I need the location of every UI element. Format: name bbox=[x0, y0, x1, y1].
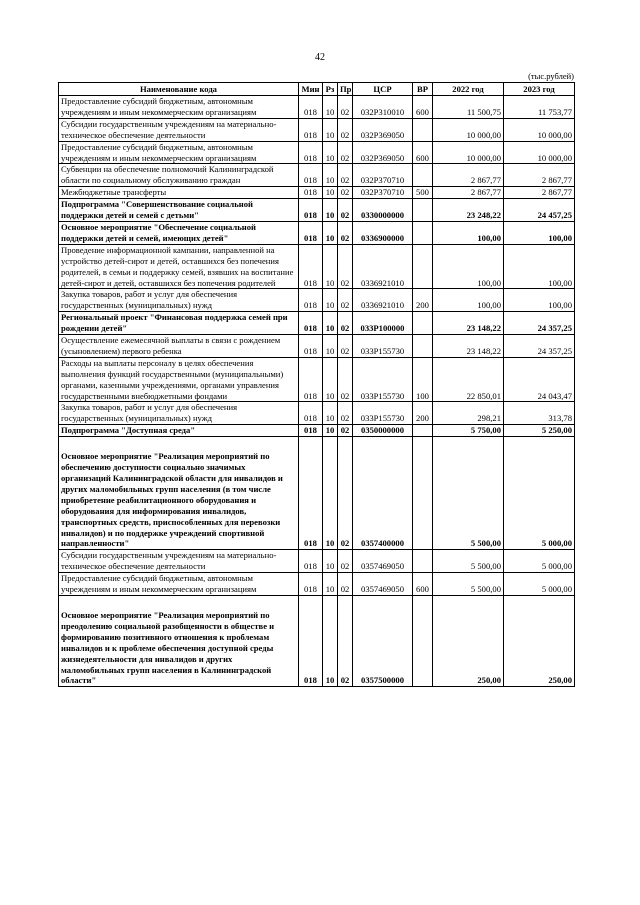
row-pr: 02 bbox=[338, 289, 353, 312]
row-amount-2022: 11 500,75 bbox=[433, 96, 504, 119]
row-amount-2023: 2 867,77 bbox=[504, 164, 575, 187]
row-csr: 0357469050 bbox=[353, 550, 413, 573]
row-name: Расходы на выплаты персоналу в целях обеспечения выполнения функций государственными (муниципальными) органами, казенными учреждениями, органами управления государственными внебюджетными фондами bbox=[59, 357, 299, 402]
row-vr: 600 bbox=[413, 96, 433, 119]
table-row bbox=[59, 402, 575, 425]
row-amount-2023: 5 000,00 bbox=[504, 573, 575, 596]
row-pr: 02 bbox=[338, 357, 353, 402]
header-2023: 2023 год bbox=[504, 83, 575, 96]
row-name: Межбюджетные трансферты bbox=[59, 187, 299, 199]
row-amount-2023: 5 000,00 bbox=[504, 550, 575, 573]
row-rz: 10 bbox=[323, 289, 338, 312]
header-2022: 2022 год bbox=[433, 83, 504, 96]
row-min: 018 bbox=[299, 96, 323, 119]
table-row bbox=[59, 141, 575, 164]
row-rz: 10 bbox=[323, 221, 338, 244]
row-pr: 02 bbox=[338, 118, 353, 141]
table-row bbox=[59, 289, 575, 312]
row-csr: 0336921010 bbox=[353, 289, 413, 312]
row-pr: 02 bbox=[338, 96, 353, 119]
table-row bbox=[59, 199, 575, 222]
row-rz: 10 bbox=[323, 164, 338, 187]
row-vr bbox=[413, 244, 433, 289]
table-row bbox=[59, 187, 575, 199]
row-min: 018 bbox=[299, 402, 323, 425]
row-csr: 0350000000 bbox=[353, 425, 413, 437]
row-name: Субсидии государственным учреждениям на материально-техническое обеспечение деятельности bbox=[59, 118, 299, 141]
row-vr: 600 bbox=[413, 141, 433, 164]
row-amount-2022: 23 148,22 bbox=[433, 335, 504, 358]
row-amount-2022: 100,00 bbox=[433, 221, 504, 244]
row-min: 018 bbox=[299, 550, 323, 573]
row-amount-2022: 2 867,77 bbox=[433, 187, 504, 199]
row-amount-2023: 24 457,25 bbox=[504, 199, 575, 222]
row-vr bbox=[413, 312, 433, 335]
row-min: 018 bbox=[299, 187, 323, 199]
row-rz: 10 bbox=[323, 357, 338, 402]
row-csr: 033P155730 bbox=[353, 335, 413, 358]
row-pr: 02 bbox=[338, 425, 353, 437]
row-name: Подпрограмма "Совершенствование социальной поддержки детей и семей с детьми" bbox=[59, 199, 299, 222]
row-name: Основное мероприятие "Обеспечение социальной поддержки детей и семей, имеющих детей" bbox=[59, 221, 299, 244]
row-rz: 10 bbox=[323, 425, 338, 437]
row-amount-2022: 2 867,77 bbox=[433, 164, 504, 187]
row-name: Подпрограмма "Доступная среда" bbox=[59, 425, 299, 437]
page-number: 42 bbox=[315, 52, 325, 63]
row-amount-2022: 298,21 bbox=[433, 402, 504, 425]
row-amount-2023: 10 000,00 bbox=[504, 118, 575, 141]
row-vr bbox=[413, 550, 433, 573]
row-rz: 10 bbox=[323, 402, 338, 425]
row-min: 018 bbox=[299, 221, 323, 244]
header-vr: ВР bbox=[413, 83, 433, 96]
row-amount-2022: 5 750,00 bbox=[433, 425, 504, 437]
row-csr: 032P370710 bbox=[353, 187, 413, 199]
row-csr: 0336921010 bbox=[353, 244, 413, 289]
row-pr: 02 bbox=[338, 244, 353, 289]
table-row bbox=[59, 244, 575, 289]
row-rz: 10 bbox=[323, 118, 338, 141]
row-amount-2023: 24 043,47 bbox=[504, 357, 575, 402]
row-rz: 10 bbox=[323, 335, 338, 358]
row-name: Основное мероприятие "Реализация мероприятий по обеспечению доступности социально значимых организаций Калининградской области для инвалидов и других маломобильных групп населения (в том числе приобретение реабилитационного оборудования и оборудования для информирования инвалидов, транспортных средств, приспособленных для перевозки инвалидов) и по поддержке учреждений спортивной направленности" bbox=[59, 437, 299, 550]
row-amount-2023: 100,00 bbox=[504, 244, 575, 289]
row-rz: 10 bbox=[323, 96, 338, 119]
row-pr: 02 bbox=[338, 573, 353, 596]
row-csr: 0357500000 bbox=[353, 595, 413, 686]
table-row bbox=[59, 425, 575, 437]
row-csr: 032P369050 bbox=[353, 118, 413, 141]
row-vr bbox=[413, 164, 433, 187]
row-min: 018 bbox=[299, 573, 323, 596]
row-min: 018 bbox=[299, 312, 323, 335]
table-row bbox=[59, 595, 575, 686]
row-amount-2022: 250,00 bbox=[433, 595, 504, 686]
row-amount-2023: 2 867,77 bbox=[504, 187, 575, 199]
table-row bbox=[59, 437, 575, 550]
row-name: Закупка товаров, работ и услуг для обеспечения государственных (муниципальных) нужд bbox=[59, 402, 299, 425]
row-rz: 10 bbox=[323, 573, 338, 596]
row-min: 018 bbox=[299, 437, 323, 550]
header-name: Наименование кода bbox=[59, 83, 299, 96]
row-min: 018 bbox=[299, 357, 323, 402]
row-vr bbox=[413, 437, 433, 550]
row-amount-2022: 22 850,01 bbox=[433, 357, 504, 402]
row-vr bbox=[413, 221, 433, 244]
row-csr: 0357400000 bbox=[353, 437, 413, 550]
row-pr: 02 bbox=[338, 221, 353, 244]
row-csr: 033P155730 bbox=[353, 357, 413, 402]
row-pr: 02 bbox=[338, 550, 353, 573]
row-name: Осуществление ежемесячной выплаты в связи с рождением (усыновлением) первого ребенка bbox=[59, 335, 299, 358]
row-vr bbox=[413, 335, 433, 358]
table-row bbox=[59, 312, 575, 335]
row-pr: 02 bbox=[338, 312, 353, 335]
row-amount-2022: 5 500,00 bbox=[433, 437, 504, 550]
row-amount-2023: 5 000,00 bbox=[504, 437, 575, 550]
row-csr: 033P155730 bbox=[353, 402, 413, 425]
row-vr bbox=[413, 118, 433, 141]
row-amount-2022: 10 000,00 bbox=[433, 118, 504, 141]
table-row bbox=[59, 164, 575, 187]
row-csr: 032P370710 bbox=[353, 164, 413, 187]
row-amount-2022: 100,00 bbox=[433, 289, 504, 312]
table-row bbox=[59, 96, 575, 119]
row-name: Закупка товаров, работ и услуг для обеспечения государственных (муниципальных) нужд bbox=[59, 289, 299, 312]
row-min: 018 bbox=[299, 199, 323, 222]
table-row bbox=[59, 118, 575, 141]
table-row bbox=[59, 573, 575, 596]
row-pr: 02 bbox=[338, 164, 353, 187]
row-amount-2023: 11 753,77 bbox=[504, 96, 575, 119]
row-min: 018 bbox=[299, 164, 323, 187]
row-vr bbox=[413, 425, 433, 437]
row-rz: 10 bbox=[323, 244, 338, 289]
row-amount-2022: 23 248,22 bbox=[433, 199, 504, 222]
header-min: Мин bbox=[299, 83, 323, 96]
row-min: 018 bbox=[299, 335, 323, 358]
row-name: Предоставление субсидий бюджетным, автономным учреждениям и иным некоммерческим организациям bbox=[59, 573, 299, 596]
row-amount-2023: 100,00 bbox=[504, 221, 575, 244]
row-rz: 10 bbox=[323, 141, 338, 164]
row-name: Субвенции на обеспечение полномочий Калининградской области по социальному обслуживанию граждан bbox=[59, 164, 299, 187]
row-pr: 02 bbox=[338, 595, 353, 686]
units-label: (тыс.рублей) bbox=[528, 71, 574, 81]
row-amount-2023: 313,78 bbox=[504, 402, 575, 425]
table-row bbox=[59, 221, 575, 244]
header-rz: Рз bbox=[323, 83, 338, 96]
header-csr: ЦСР bbox=[353, 83, 413, 96]
row-rz: 10 bbox=[323, 187, 338, 199]
row-amount-2023: 250,00 bbox=[504, 595, 575, 686]
row-amount-2022: 5 500,00 bbox=[433, 550, 504, 573]
row-pr: 02 bbox=[338, 437, 353, 550]
row-pr: 02 bbox=[338, 335, 353, 358]
row-csr: 032P369050 bbox=[353, 141, 413, 164]
row-name: Региональный проект "Финансовая поддержка семей при рождении детей" bbox=[59, 312, 299, 335]
row-amount-2022: 100,00 bbox=[433, 244, 504, 289]
row-csr: 0330000000 bbox=[353, 199, 413, 222]
row-amount-2022: 23 148,22 bbox=[433, 312, 504, 335]
row-min: 018 bbox=[299, 425, 323, 437]
row-amount-2023: 24 357,25 bbox=[504, 312, 575, 335]
row-rz: 10 bbox=[323, 550, 338, 573]
row-rz: 10 bbox=[323, 437, 338, 550]
row-csr: 0357469050 bbox=[353, 573, 413, 596]
row-min: 018 bbox=[299, 118, 323, 141]
row-rz: 10 bbox=[323, 312, 338, 335]
row-vr bbox=[413, 595, 433, 686]
header-pr: Пр bbox=[338, 83, 353, 96]
row-pr: 02 bbox=[338, 141, 353, 164]
row-amount-2022: 10 000,00 bbox=[433, 141, 504, 164]
row-csr: 032P310010 bbox=[353, 96, 413, 119]
row-name: Основное мероприятие "Реализация мероприятий по преодолению социальной разобщенности в обществе и формированию позитивного отношения к проблемам инвалидов и к проблеме обеспечения доступной среды жизнедеятельности для инвалидов и других маломобильных групп населения в Калининградской области" bbox=[59, 595, 299, 686]
row-rz: 10 bbox=[323, 199, 338, 222]
row-csr: 033P100000 bbox=[353, 312, 413, 335]
row-name: Предоставление субсидий бюджетным, автономным учреждениям и иным некоммерческим организациям bbox=[59, 96, 299, 119]
row-vr: 200 bbox=[413, 402, 433, 425]
row-min: 018 bbox=[299, 244, 323, 289]
table-row bbox=[59, 357, 575, 402]
row-vr bbox=[413, 199, 433, 222]
row-name: Субсидии государственным учреждениям на материально-техническое обеспечение деятельности bbox=[59, 550, 299, 573]
row-name: Предоставление субсидий бюджетным, автономным учреждениям и иным некоммерческим организациям bbox=[59, 141, 299, 164]
row-amount-2023: 24 357,25 bbox=[504, 335, 575, 358]
row-csr: 0336900000 bbox=[353, 221, 413, 244]
row-min: 018 bbox=[299, 289, 323, 312]
row-vr: 100 bbox=[413, 357, 433, 402]
row-min: 018 bbox=[299, 141, 323, 164]
row-vr: 500 bbox=[413, 187, 433, 199]
table-row bbox=[59, 550, 575, 573]
budget-table bbox=[58, 82, 575, 687]
row-amount-2023: 5 250,00 bbox=[504, 425, 575, 437]
row-amount-2023: 100,00 bbox=[504, 289, 575, 312]
row-pr: 02 bbox=[338, 402, 353, 425]
table-header-row bbox=[59, 83, 575, 96]
row-rz: 10 bbox=[323, 595, 338, 686]
table-row bbox=[59, 335, 575, 358]
row-min: 018 bbox=[299, 595, 323, 686]
row-pr: 02 bbox=[338, 199, 353, 222]
row-name: Проведение информационной кампании, направленной на устройство детей-сирот и детей, оставшихся без попечения родителей, в семьи и поддержку семей, взявших на воспитание детей-сирот и детей, оставшихся без попечения родителей bbox=[59, 244, 299, 289]
row-vr: 200 bbox=[413, 289, 433, 312]
row-vr: 600 bbox=[413, 573, 433, 596]
row-amount-2023: 10 000,00 bbox=[504, 141, 575, 164]
row-pr: 02 bbox=[338, 187, 353, 199]
table-body bbox=[59, 96, 575, 687]
row-amount-2022: 5 500,00 bbox=[433, 573, 504, 596]
